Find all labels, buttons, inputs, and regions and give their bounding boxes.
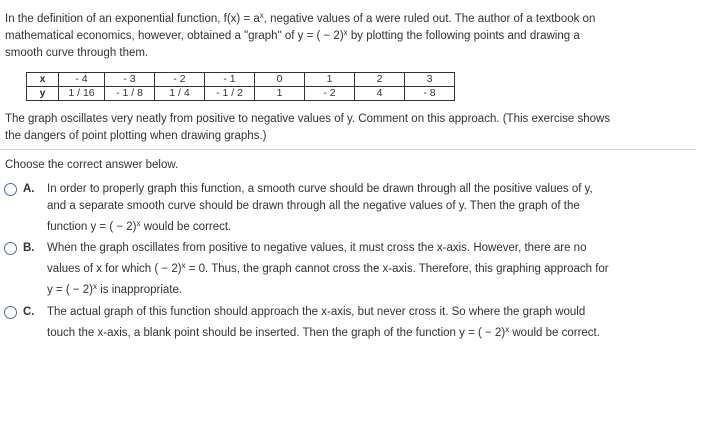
section-divider bbox=[0, 149, 696, 150]
table-row-x bbox=[27, 73, 455, 87]
followup-text bbox=[5, 111, 697, 145]
option-letter-c: C. bbox=[23, 306, 35, 318]
table-cell: 0 bbox=[255, 73, 305, 87]
table-cell: 3 bbox=[405, 73, 455, 87]
table-cell: 1 / 16 bbox=[59, 87, 105, 101]
table-cell: 4 bbox=[355, 87, 405, 101]
option-text-a[interactable]: In order to properly graph this function, a smooth curve should be drawn through all the positive values of y, and a separate smooth curve should be drawn through all the negative values of y. Then the graph of the function y = ( − 2)$^x$ would be correct. bbox=[47, 183, 593, 233]
points-table bbox=[26, 72, 455, 101]
option-letter-a: A. bbox=[23, 183, 35, 195]
radio-button-a[interactable] bbox=[4, 183, 17, 196]
option-text-b[interactable]: When the graph oscillates from positive to negative values, it must cross the x-axis. However, there are no values of x for which ( − 2)$^x$ = 0. Thus, the graph cannot cross the x-axis. Therefore, this graphing approach for y = ( − 2)$^x$ is inappropriate. bbox=[47, 242, 609, 296]
radio-button-c[interactable] bbox=[4, 306, 17, 319]
radio-button-b[interactable] bbox=[4, 242, 17, 255]
question-line-1: In the definition of an exponential function, $f(x) = a^x$, negative values of a were ruled out. The author of a textbook on bbox=[5, 11, 596, 25]
table-cell: 1 bbox=[305, 73, 355, 87]
table-cell: 1 bbox=[255, 87, 305, 101]
option-letter-b: B. bbox=[23, 242, 35, 254]
question-text bbox=[5, 11, 695, 62]
answer-prompt: Choose the correct answer below. bbox=[5, 159, 179, 171]
question-line-3: smooth curve through them. bbox=[5, 47, 149, 59]
followup-line-1: The graph oscillates very neatly from positive to negative values of y. Comment on this approach. (This exercise shows bbox=[5, 113, 611, 125]
table-cell: - 3 bbox=[105, 73, 155, 87]
question-line-2: mathematical economics, however, obtained a "graph" of y = ( − 2)$^x$ by plotting the following points and drawing a bbox=[5, 28, 580, 42]
option-text-c[interactable]: The actual graph of this function should approach the x-axis, but never cross it. So where the graph would touch the x-axis, a blank point should be inserted. Then the graph of the function y = ( − 2)$^x$ would be correct. bbox=[47, 306, 600, 339]
table-cell: - 4 bbox=[59, 73, 105, 87]
table-header-y: y bbox=[27, 87, 59, 101]
table-row-y bbox=[27, 87, 455, 101]
table-cell: - 1 / 8 bbox=[105, 87, 155, 101]
table-header-x: x bbox=[27, 73, 59, 87]
followup-line-2: the dangers of point plotting when drawing graphs.) bbox=[5, 130, 267, 142]
table-cell: 2 bbox=[355, 73, 405, 87]
table-cell: - 1 bbox=[205, 73, 255, 87]
table-cell: - 1 / 2 bbox=[205, 87, 255, 101]
table-cell: - 2 bbox=[155, 73, 205, 87]
table-cell: 1 / 4 bbox=[155, 87, 205, 101]
table-cell: - 8 bbox=[405, 87, 455, 101]
table-cell: - 2 bbox=[305, 87, 355, 101]
